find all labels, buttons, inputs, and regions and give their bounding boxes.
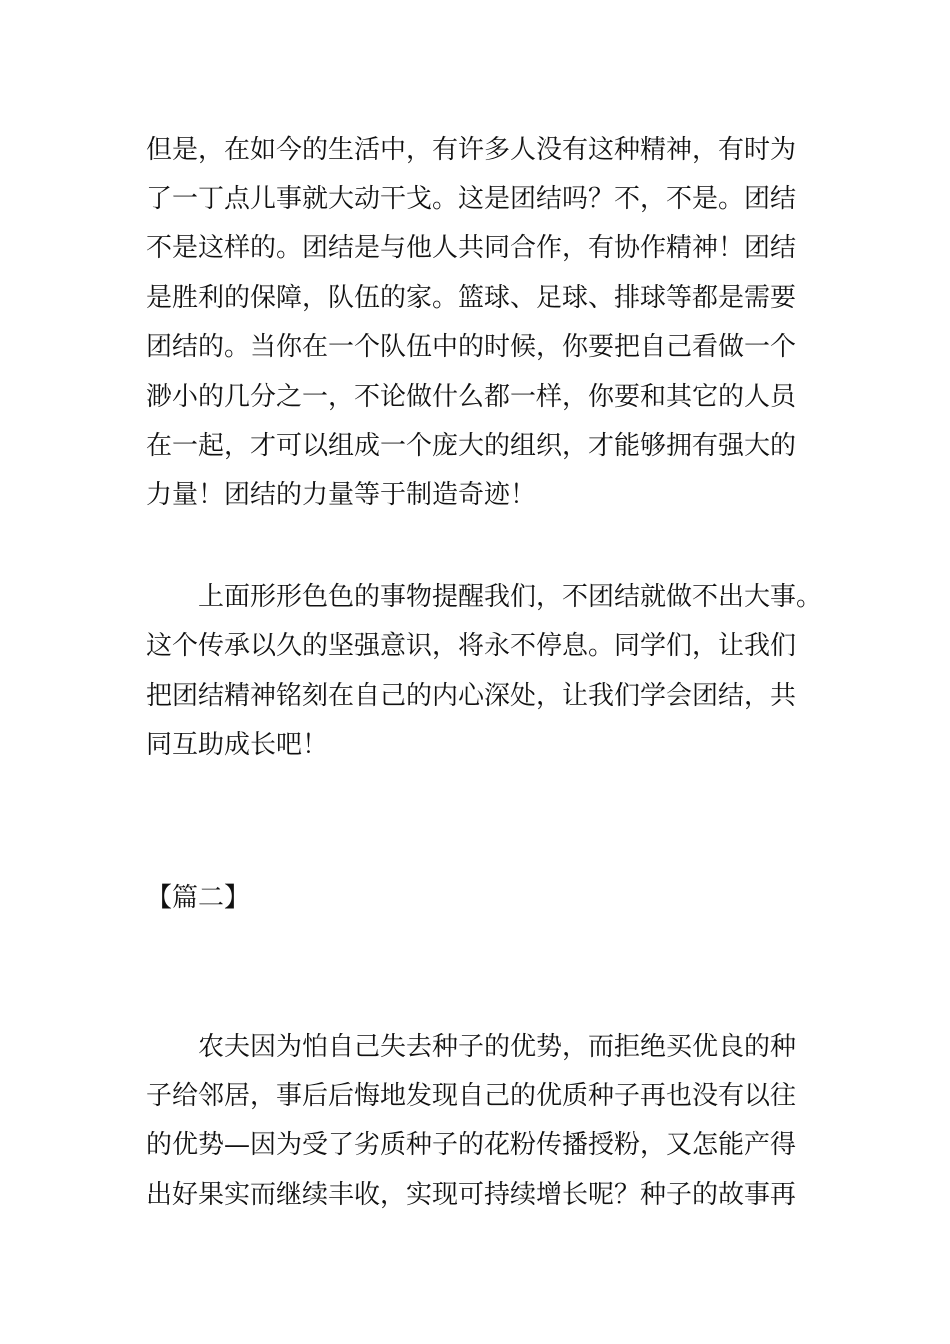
text-line: 是胜利的保障，队伍的家。篮球、足球、排球等都是需要 <box>146 283 797 313</box>
text-line: 这个传承以久的坚强意识，将永不停息。同学们，让我们 <box>146 631 797 661</box>
text-line: 农夫因为怕自己失去种子的优势，而拒绝买优良的种 <box>198 1032 797 1062</box>
text-line: 同互助成长吧！ <box>146 730 329 760</box>
text-line: 不是这样的。团结是与他人共同合作，有协作精神！团结 <box>146 233 797 263</box>
text-line: 但是，在如今的生活中，有许多人没有这种精神，有时为 <box>146 135 797 165</box>
text-line: 出好果实而继续丰收，实现可持续增长呢？种子的故事再 <box>146 1180 797 1210</box>
text-line: 子给邻居，事后后悔地发现自己的优质种子再也没有以往 <box>146 1081 797 1111</box>
section-heading: 【篇二】 <box>146 883 251 913</box>
text-line: 团结的。当你在一个队伍中的时候，你要把自己看做一个 <box>146 332 797 362</box>
text-line: 力量！团结的力量等于制造奇迹！ <box>146 480 537 510</box>
text-line: 把团结精神铭刻在自己的内心深处，让我们学会团结，共 <box>146 681 797 711</box>
text-line: 在一起，才可以组成一个庞大的组织，才能够拥有强大的 <box>146 431 797 461</box>
text-line: 渺小的几分之一，不论做什么都一样，你要和其它的人员 <box>146 382 797 412</box>
text-line: 上面形形色色的事物提醒我们，不团结就做不出大事。 <box>198 582 823 612</box>
text-line: 了一丁点儿事就大动干戈。这是团结吗？不，不是。团结 <box>146 184 797 214</box>
text-line: 的优势—因为受了劣质种子的花粉传播授粉，又怎能产得 <box>146 1130 797 1160</box>
